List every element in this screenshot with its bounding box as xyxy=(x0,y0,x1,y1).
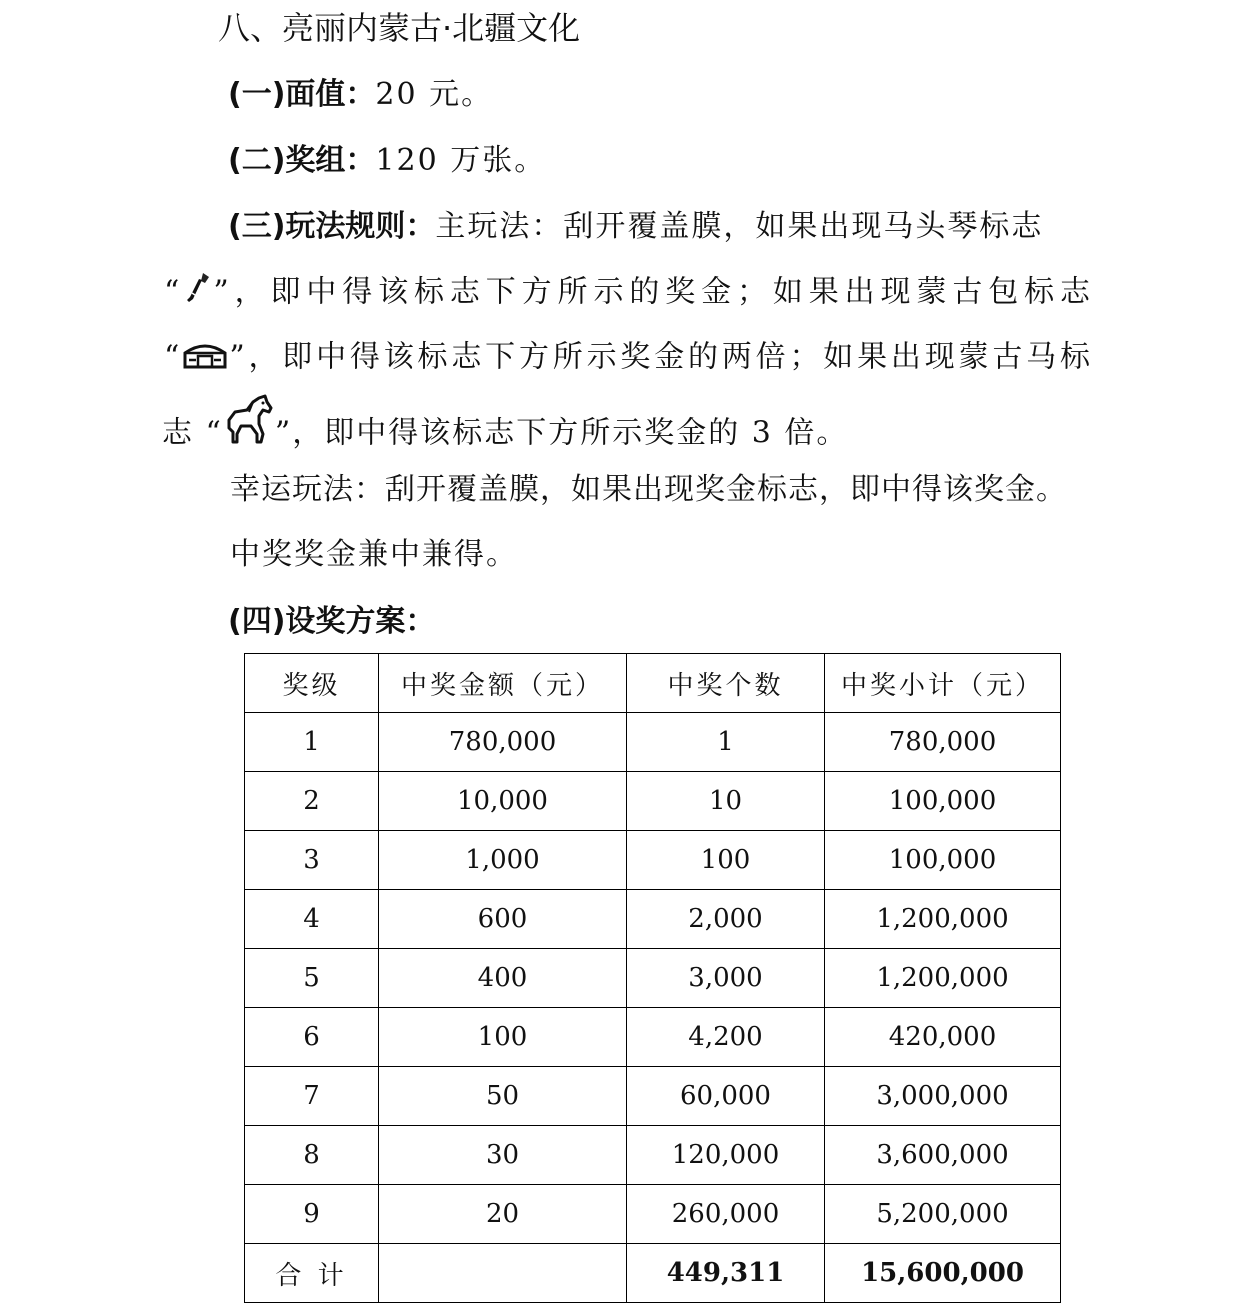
face-value-label: (一)面值： xyxy=(228,77,376,112)
rules-text-3: ”，即中得该标志下方所示奖金的两倍；如果出现蒙古马标 xyxy=(229,339,1092,375)
face-value-value: 20 元。 xyxy=(375,77,494,112)
table-cell: 780,000 xyxy=(825,713,1061,772)
header-cell: 中奖金额（元） xyxy=(379,654,627,713)
table-cell: 120,000 xyxy=(627,1126,825,1185)
rules-text-4-pre: 志 “ xyxy=(162,415,223,451)
table-cell: 100 xyxy=(627,831,825,890)
mongolian-horse-icon xyxy=(223,394,275,457)
table-row xyxy=(245,713,1061,772)
prize-plan-label: (四)设奖方案： xyxy=(228,604,436,639)
open-quote: “ xyxy=(164,274,182,310)
table-cell: 6 xyxy=(245,1008,379,1067)
rules-line-4 xyxy=(162,412,848,457)
rules-line-1 xyxy=(228,207,1043,247)
table-cell: 8 xyxy=(245,1126,379,1185)
table-header-row xyxy=(245,654,1061,713)
header-cell: 奖级 xyxy=(245,654,379,713)
table-cell: 60,000 xyxy=(627,1067,825,1126)
rules-line-2 xyxy=(164,271,1092,316)
header-cell: 中奖个数 xyxy=(627,654,825,713)
table-cell: 400 xyxy=(379,949,627,1008)
table-cell: 3,000 xyxy=(627,949,825,1008)
total-cell xyxy=(379,1244,627,1303)
yurt-icon xyxy=(181,337,229,380)
table-cell: 1,200,000 xyxy=(825,949,1061,1008)
total-cell: 449,311 xyxy=(627,1244,825,1303)
table-row xyxy=(245,1067,1061,1126)
section-heading: 八、亮丽内蒙古·北疆文化 xyxy=(218,9,581,47)
table-cell: 420,000 xyxy=(825,1008,1061,1067)
lucky-play-line: 幸运玩法：刮开覆盖膜，如果出现奖金标志，即中得该奖金。 xyxy=(230,472,1067,507)
table-cell: 10,000 xyxy=(379,772,627,831)
header-cell: 中奖小计（元） xyxy=(825,654,1061,713)
table-cell: 9 xyxy=(245,1185,379,1244)
rules-text-1: 主玩法：刮开覆盖膜，如果出现马头琴标志 xyxy=(435,209,1044,244)
table-cell: 260,000 xyxy=(627,1185,825,1244)
prize-group-value: 120 万张。 xyxy=(375,143,547,178)
table-row xyxy=(245,890,1061,949)
table-cell: 600 xyxy=(379,890,627,949)
table-cell: 100 xyxy=(379,1008,627,1067)
table-row xyxy=(245,1185,1061,1244)
rules-text-4: ”，即中得该标志下方所示奖金的 3 倍。 xyxy=(274,415,849,451)
table-cell: 780,000 xyxy=(379,713,627,772)
rules-line-3 xyxy=(164,337,1092,380)
open-quote: “ xyxy=(164,339,182,375)
prize-table xyxy=(244,653,1061,1303)
table-row xyxy=(245,949,1061,1008)
table-cell: 1,200,000 xyxy=(825,890,1061,949)
table-cell: 100,000 xyxy=(825,772,1061,831)
table-cell: 3 xyxy=(245,831,379,890)
table-cell: 4 xyxy=(245,890,379,949)
table-cell: 4,200 xyxy=(627,1008,825,1067)
table-cell: 1 xyxy=(627,713,825,772)
face-value-line xyxy=(228,75,493,115)
table-cell: 2,000 xyxy=(627,890,825,949)
rules-label: (三)玩法规则： xyxy=(228,209,436,244)
prize-group-line xyxy=(228,141,546,181)
table-cell: 30 xyxy=(379,1126,627,1185)
total-cell: 15,600,000 xyxy=(825,1244,1061,1303)
table-cell: 50 xyxy=(379,1067,627,1126)
table-cell: 5 xyxy=(245,949,379,1008)
table-cell: 1 xyxy=(245,713,379,772)
table-cell: 7 xyxy=(245,1067,379,1126)
combine-line: 中奖奖金兼中兼得。 xyxy=(230,537,518,572)
table-cell: 10 xyxy=(627,772,825,831)
table-cell: 3,000,000 xyxy=(825,1067,1061,1126)
table-cell: 2 xyxy=(245,772,379,831)
table-row xyxy=(245,1008,1061,1067)
rules-text-2: ”，即中得该标志下方所示的奖金；如果出现蒙古包标志 xyxy=(213,274,1092,310)
table-row xyxy=(245,831,1061,890)
table-row xyxy=(245,772,1061,831)
table-total-row xyxy=(245,1244,1061,1303)
table-cell: 20 xyxy=(379,1185,627,1244)
table-cell: 1,000 xyxy=(379,831,627,890)
table-cell: 100,000 xyxy=(825,831,1061,890)
table-cell: 5,200,000 xyxy=(825,1185,1061,1244)
horsehead-fiddle-icon xyxy=(181,271,213,316)
table-row xyxy=(245,1126,1061,1185)
total-cell: 合 计 xyxy=(245,1244,379,1303)
prize-group-label: (二)奖组： xyxy=(228,143,376,178)
table-cell: 3,600,000 xyxy=(825,1126,1061,1185)
